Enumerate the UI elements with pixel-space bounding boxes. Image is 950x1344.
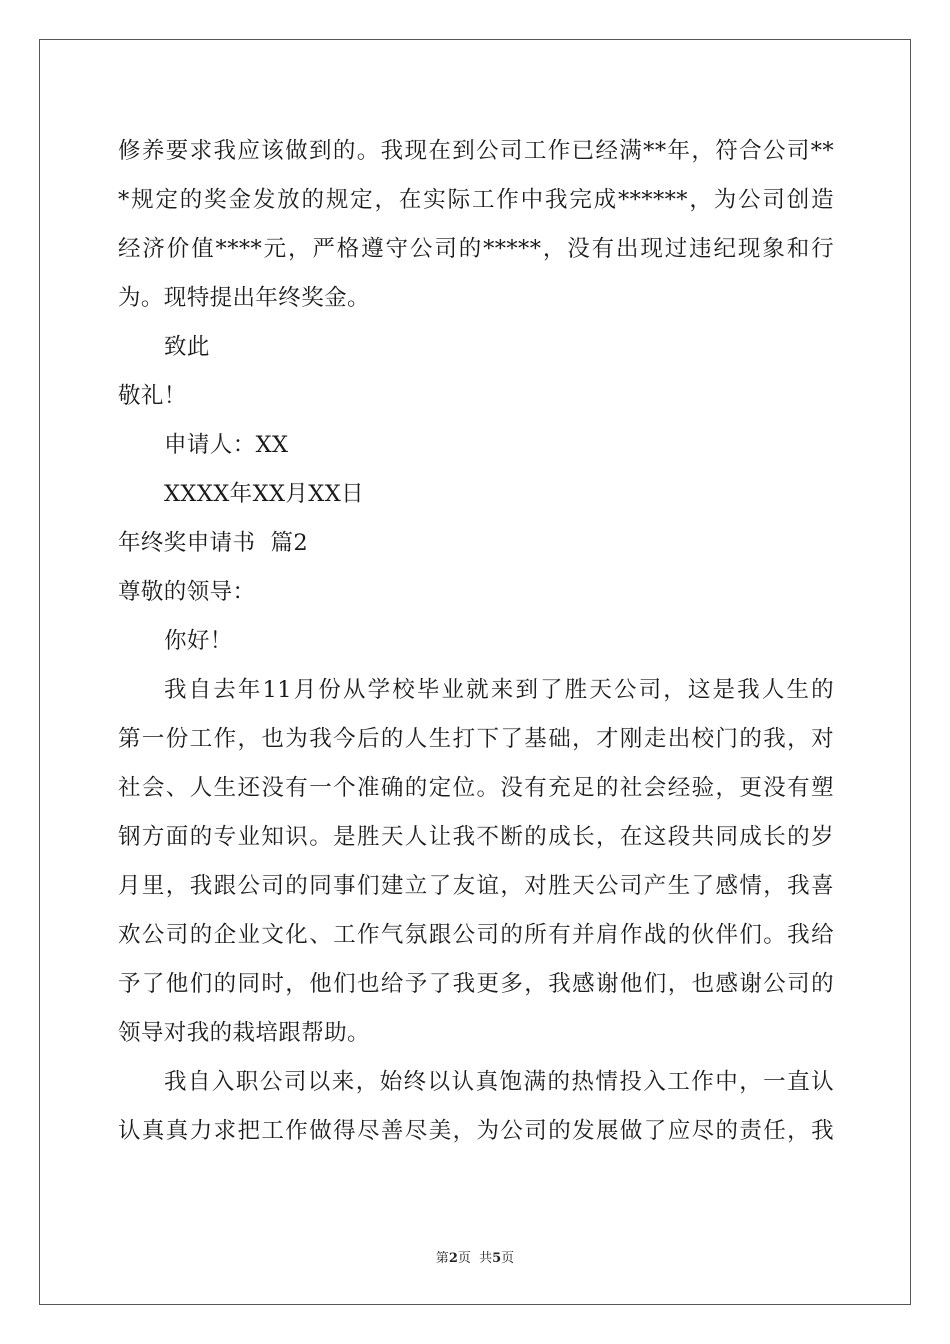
closing-respect: 敬礼！ xyxy=(118,383,187,409)
text-line: 认真真力求把工作做得尽善尽美，为公司的发展做了应尽的责任，我 xyxy=(118,1118,834,1144)
date-line: XXXX年XX月XX日 xyxy=(164,481,365,507)
text-line: 第一份工作，也为我今后的人生打下了基础，才刚走出校门的我，对 xyxy=(118,726,834,752)
page-suffix: 页 xyxy=(501,1251,515,1266)
text-line: 欢公司的企业文化、工作气氛跟公司的所有并肩作战的伙伴们。我给 xyxy=(118,922,834,948)
page-prefix: 第 xyxy=(435,1251,449,1266)
text-line: 为。现特提出年终奖金。 xyxy=(118,285,370,311)
text-line: 我自入职公司以来，始终以认真饱满的热情投入工作中，一直认 xyxy=(164,1069,834,1095)
text-line: 月里，我跟公司的同事们建立了友谊，对胜天公司产生了感情，我喜 xyxy=(118,873,834,899)
text-line: 社会、人生还没有一个准确的定位。没有充足的社会经验，更没有塑 xyxy=(118,775,834,801)
section-heading: 年终奖申请书 篇2 xyxy=(118,530,309,556)
text-line: 予了他们的同时，他们也给予了我更多，我感谢他们，也感谢公司的 xyxy=(118,971,834,997)
applicant-signature: 申请人：XX xyxy=(164,432,289,458)
text-line: 我自去年11月份从学校毕业就来到了胜天公司，这是我人生的 xyxy=(164,677,834,703)
greeting: 你好！ xyxy=(164,628,233,654)
text-line: 修养要求我应该做到的。我现在到公司工作已经满**年，符合公司** xyxy=(118,138,834,164)
greeting-address: 尊敬的领导： xyxy=(118,579,256,605)
current-page-number: 2 xyxy=(448,1251,458,1266)
document-body xyxy=(118,127,834,1156)
text-line: *规定的奖金发放的规定，在实际工作中我完成******，为公司创造 xyxy=(118,187,834,213)
total-page-number: 5 xyxy=(492,1251,502,1266)
page-mid: 页 共 xyxy=(457,1251,493,1266)
closing-salutation: 致此 xyxy=(164,334,210,360)
text-line: 领导对我的栽培跟帮助。 xyxy=(118,1020,370,1046)
text-line: 经济价值****元，严格遵守公司的*****，没有出现过违纪现象和行 xyxy=(118,236,834,262)
page-footer xyxy=(0,1247,950,1266)
text-line: 钢方面的专业知识。是胜天人让我不断的成长，在这段共同成长的岁 xyxy=(118,824,834,850)
